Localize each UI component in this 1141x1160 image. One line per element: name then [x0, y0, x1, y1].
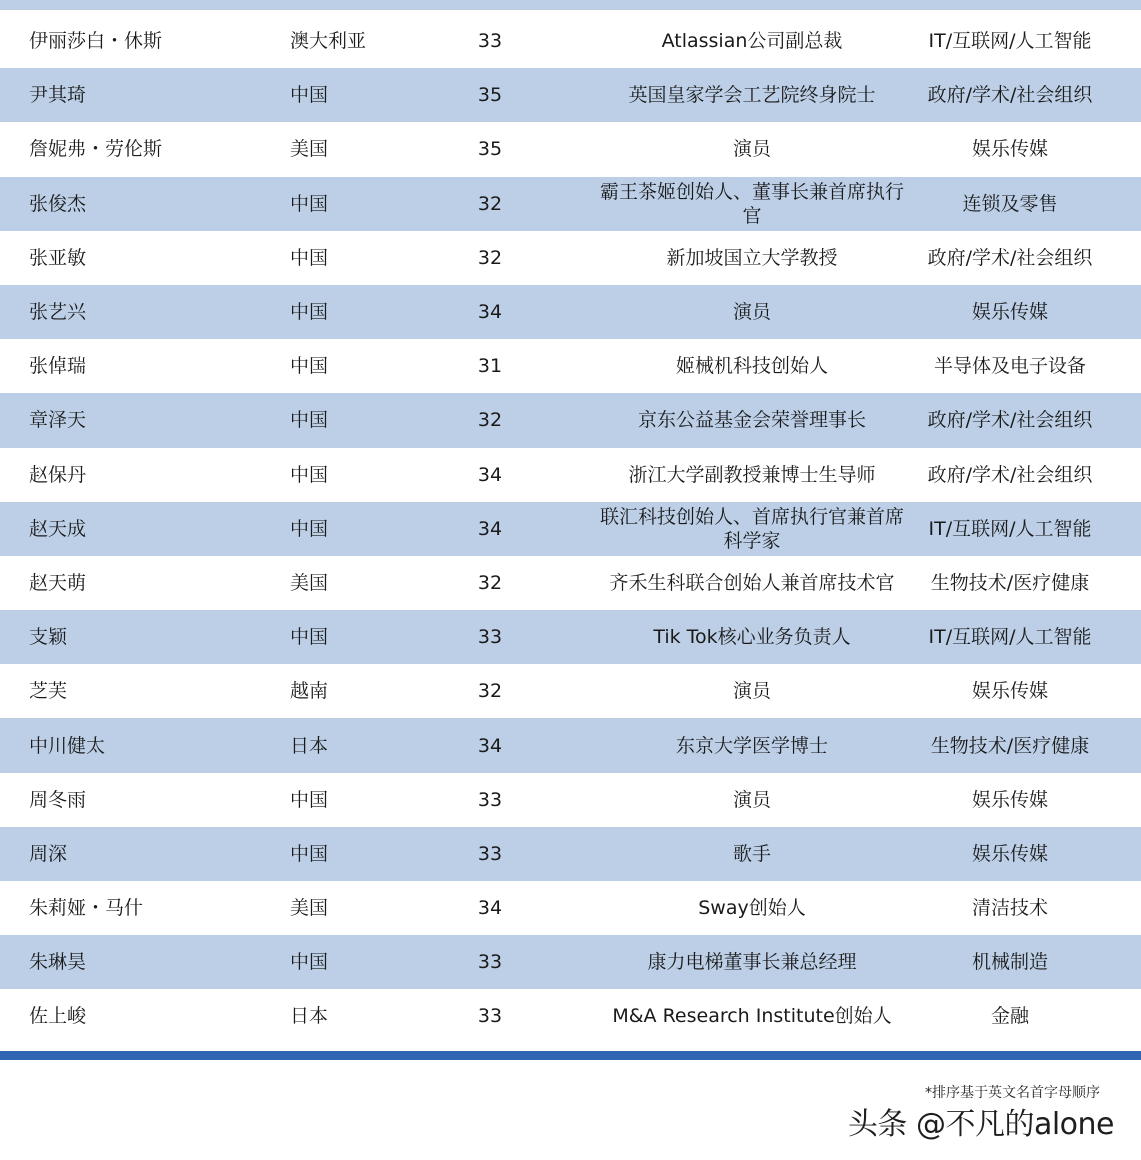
industry-cell: 半导体及电子设备 [933, 355, 1086, 378]
age-cell: 35 [477, 138, 503, 161]
age-cell: 33 [477, 951, 503, 974]
industry-cell: 金融 [990, 1005, 1029, 1028]
name-cell: 张俊杰 [29, 192, 87, 215]
sort-footnote: *排序基于英文名首字母顺序 [925, 1085, 1100, 1101]
name-cell: 章泽天 [29, 409, 87, 432]
industry-cell: IT/互联网/人工智能 [928, 517, 1092, 540]
industry-cell: 政府/学术/社会组织 [927, 246, 1093, 269]
table-row [0, 556, 1141, 610]
age-cell: 33 [477, 842, 503, 865]
title-cell: 康力电梯董事长兼总经理 [647, 951, 857, 974]
name-cell: 尹其琦 [29, 84, 87, 107]
country-cell: 美国 [290, 571, 329, 594]
name-cell: 赵保丹 [29, 463, 87, 486]
country-cell: 澳大利亚 [290, 30, 367, 53]
name-cell: 朱琳昊 [29, 951, 87, 974]
country-cell: 中国 [290, 84, 329, 107]
name-cell: 佐上峻 [29, 1005, 87, 1028]
title-cell: 演员 [732, 138, 771, 161]
title-cell: Atlassian公司副总裁 [661, 30, 843, 53]
table-row [0, 881, 1141, 935]
industry-cell: 机械制造 [971, 951, 1048, 974]
table-row [0, 177, 1141, 231]
title-cell: Sway创始人 [698, 897, 806, 920]
title-cell: 京东公益基金会荣誉理事长 [637, 409, 866, 432]
table-row [0, 664, 1141, 718]
country-cell: 中国 [290, 517, 329, 540]
industry-cell: 生物技术/医疗健康 [930, 571, 1090, 594]
table-row [0, 285, 1141, 339]
industry-cell: IT/互联网/人工智能 [928, 30, 1092, 53]
name-cell: 周深 [29, 842, 68, 865]
country-cell: 中国 [290, 842, 329, 865]
country-cell: 美国 [290, 138, 329, 161]
table-row [0, 448, 1141, 502]
name-cell: 张艺兴 [29, 301, 87, 324]
country-cell: 中国 [290, 626, 329, 649]
title-cell: 演员 [732, 301, 771, 324]
table-row [0, 502, 1141, 556]
age-cell: 33 [477, 1005, 503, 1028]
age-cell: 31 [477, 355, 503, 378]
age-cell: 34 [477, 463, 503, 486]
country-cell: 越南 [290, 680, 329, 703]
age-cell: 34 [477, 301, 503, 324]
table-row [0, 827, 1141, 881]
name-cell: 张亚敏 [29, 246, 87, 269]
country-cell: 中国 [290, 409, 329, 432]
title-cell: 新加坡国立大学教授 [666, 246, 838, 269]
industry-cell: IT/互联网/人工智能 [928, 626, 1092, 649]
name-cell: 中川健太 [29, 734, 106, 757]
title-cell: 姬械机科技创始人 [675, 355, 828, 378]
table-row [0, 122, 1141, 176]
watermark: 头条 @不凡的alone [847, 1107, 1114, 1142]
country-cell: 中国 [290, 355, 329, 378]
age-cell: 32 [477, 571, 503, 594]
title-cell: 英国皇家学会工艺院终身院士 [628, 84, 876, 107]
name-cell: 伊丽莎白・休斯 [29, 30, 163, 53]
table-row [0, 935, 1141, 989]
age-cell: 32 [477, 409, 503, 432]
age-cell: 33 [477, 30, 503, 53]
top-divider-strip [0, 0, 1141, 10]
name-cell: 芝芙 [29, 680, 68, 703]
title-cell: M&A Research Institute创始人 [612, 1005, 892, 1028]
table-row [0, 339, 1141, 393]
name-cell: 赵天成 [29, 517, 87, 540]
title-cell: Tik Tok核心业务负责人 [653, 626, 851, 649]
bottom-divider-bar [0, 1051, 1141, 1060]
country-cell: 日本 [290, 734, 329, 757]
country-cell: 中国 [290, 301, 329, 324]
name-cell: 詹妮弗・劳伦斯 [29, 138, 163, 161]
people-table [0, 14, 1141, 1044]
table-row [0, 231, 1141, 285]
age-cell: 34 [477, 517, 503, 540]
name-cell: 支颖 [29, 626, 68, 649]
name-cell: 赵天萌 [29, 571, 87, 594]
table-row [0, 989, 1141, 1043]
country-cell: 美国 [290, 897, 329, 920]
title-cell: 霸王茶姬创始人、董事长兼首席执行官 [600, 180, 905, 227]
table-row [0, 610, 1141, 664]
title-cell: 联汇科技创始人、首席执行官兼首席科学家 [600, 505, 905, 552]
table-row [0, 718, 1141, 772]
country-cell: 中国 [290, 463, 329, 486]
industry-cell: 政府/学术/社会组织 [927, 409, 1093, 432]
age-cell: 33 [477, 788, 503, 811]
title-cell: 演员 [732, 788, 771, 811]
industry-cell: 娱乐传媒 [971, 138, 1048, 161]
name-cell: 朱莉娅・马什 [29, 897, 144, 920]
industry-cell: 生物技术/医疗健康 [930, 734, 1090, 757]
table-row [0, 773, 1141, 827]
industry-cell: 政府/学术/社会组织 [927, 84, 1093, 107]
industry-cell: 娱乐传媒 [971, 680, 1048, 703]
age-cell: 34 [477, 897, 503, 920]
age-cell: 32 [477, 192, 503, 215]
table-row [0, 393, 1141, 447]
industry-cell: 娱乐传媒 [971, 301, 1048, 324]
country-cell: 中国 [290, 246, 329, 269]
country-cell: 日本 [290, 1005, 329, 1028]
country-cell: 中国 [290, 788, 329, 811]
age-cell: 34 [477, 734, 503, 757]
title-cell: 演员 [732, 680, 771, 703]
country-cell: 中国 [290, 192, 329, 215]
age-cell: 33 [477, 626, 503, 649]
age-cell: 32 [477, 680, 503, 703]
name-cell: 张倬瑞 [29, 355, 87, 378]
industry-cell: 娱乐传媒 [971, 842, 1048, 865]
age-cell: 35 [477, 84, 503, 107]
industry-cell: 娱乐传媒 [971, 788, 1048, 811]
age-cell: 32 [477, 246, 503, 269]
title-cell: 齐禾生科联合创始人兼首席技术官 [609, 571, 895, 594]
name-cell: 周冬雨 [29, 788, 87, 811]
table-row [0, 14, 1141, 68]
industry-cell: 连锁及零售 [962, 192, 1058, 215]
industry-cell: 清洁技术 [971, 897, 1048, 920]
title-cell: 歌手 [732, 842, 771, 865]
country-cell: 中国 [290, 951, 329, 974]
industry-cell: 政府/学术/社会组织 [927, 463, 1093, 486]
title-cell: 东京大学医学博士 [675, 734, 828, 757]
title-cell: 浙江大学副教授兼博士生导师 [628, 463, 876, 486]
table-row [0, 68, 1141, 122]
